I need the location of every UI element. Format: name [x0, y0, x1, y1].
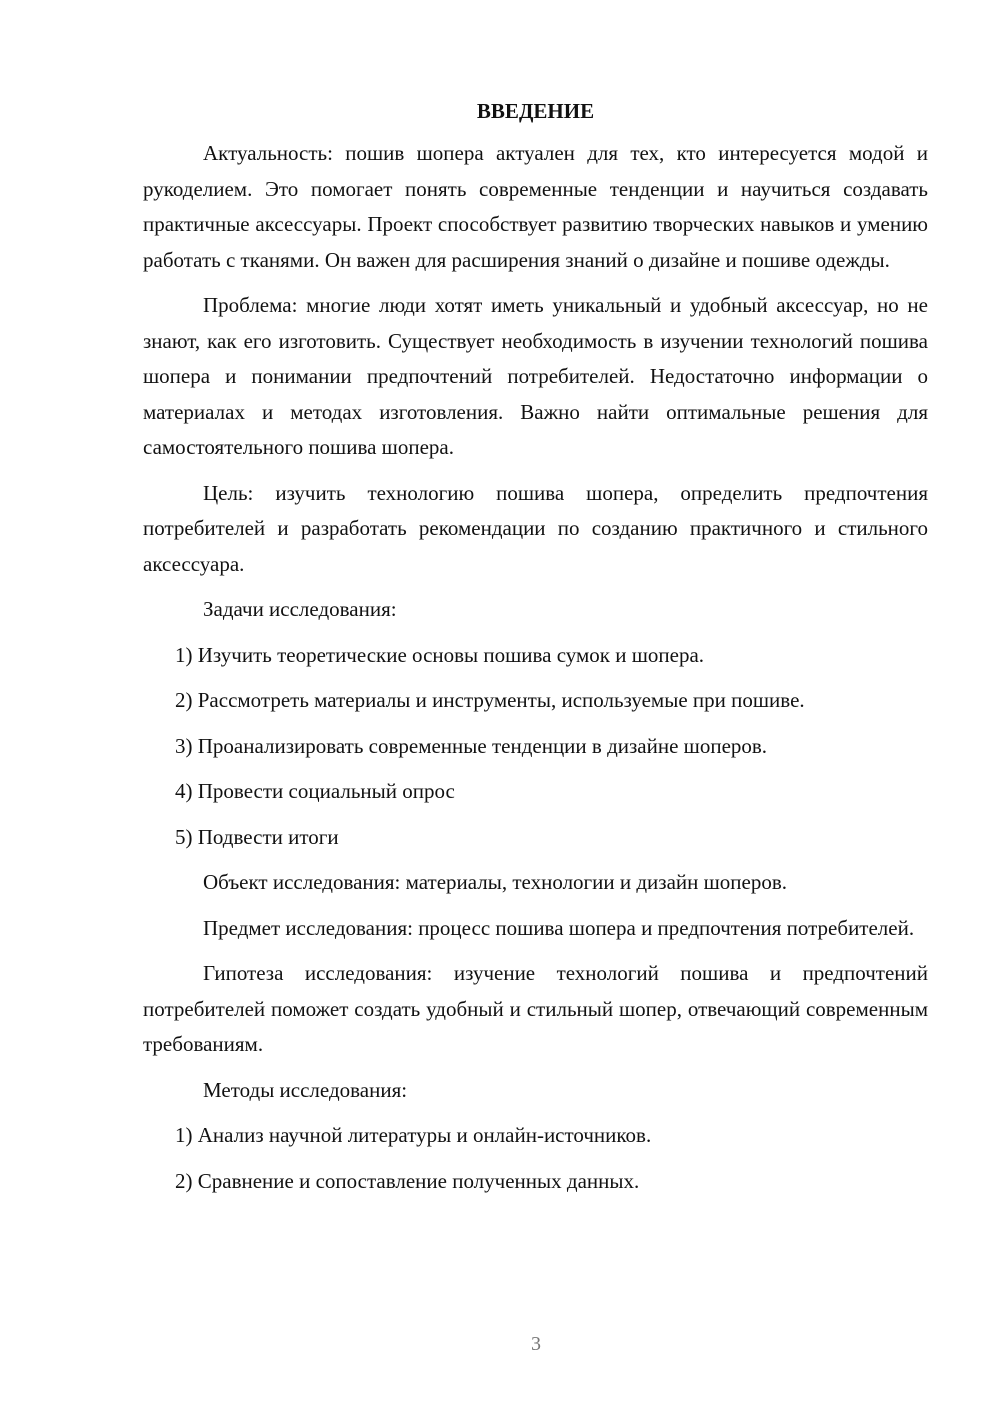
object-paragraph: Объект исследования: материалы, технологии и дизайн шоперов.	[203, 870, 788, 894]
page-number: 3	[531, 1333, 541, 1355]
problem-paragraph: Проблема: многие люди хотят иметь уникальный и удобный аксессуар, но не знают, как его изготовить. Существует необходимость в изучении технологий пошива шопера и понимании предпочтений потребителей. Недостаточно информации о материалах и методах изготовления. Важно найти оптимальные решения для самостоятельного пошива шопера.	[143, 293, 928, 459]
goal-paragraph: Цель: изучить технологию пошива шопера, определить предпочтения потребителей и разработать рекомендации по созданию практичного и стильного аксессуара.	[143, 480, 928, 576]
task-item: 2) Рассмотреть материалы и инструменты, используемые при пошиве.	[175, 688, 805, 712]
task-item: 1) Изучить теоретические основы пошива сумок и шопера.	[175, 642, 705, 667]
method-item: 1) Анализ научной литературы и онлайн-источников.	[175, 1123, 652, 1147]
tasks-label: Задачи исследования:	[203, 597, 397, 621]
relevance-paragraph: Актуальность: пошив шопера актуален для тех, кто интересуется модой и рукоделием. Это помогает понять современные тенденции и научиться создавать практичные аксессуары. Проект способствует развитию творческих навыков и умению работать с тканями. Он важен для расширения знаний о дизайне и пошиве одежды.	[143, 141, 928, 272]
task-item: 4) Провести социальный опрос	[175, 779, 455, 803]
page-content	[143, 96, 928, 1209]
method-item: 2) Сравнение и сопоставление полученных данных.	[175, 1168, 640, 1193]
methods-label: Методы исследования:	[203, 1077, 408, 1102]
section-title: ВВЕДЕНИЕ	[476, 99, 595, 123]
subject-paragraph: Предмет исследования: процесс пошива шопера и предпочтения потребителей.	[203, 915, 915, 940]
task-item: 3) Проанализировать современные тенденции в дизайне шоперов.	[175, 733, 768, 758]
hypothesis-paragraph: Гипотеза исследования: изучение технологий пошива и предпочтений потребителей поможет создать удобный и стильный шопер, отвечающий современным требованиям.	[143, 961, 928, 1056]
task-item: 5) Подвести итоги	[175, 824, 339, 849]
